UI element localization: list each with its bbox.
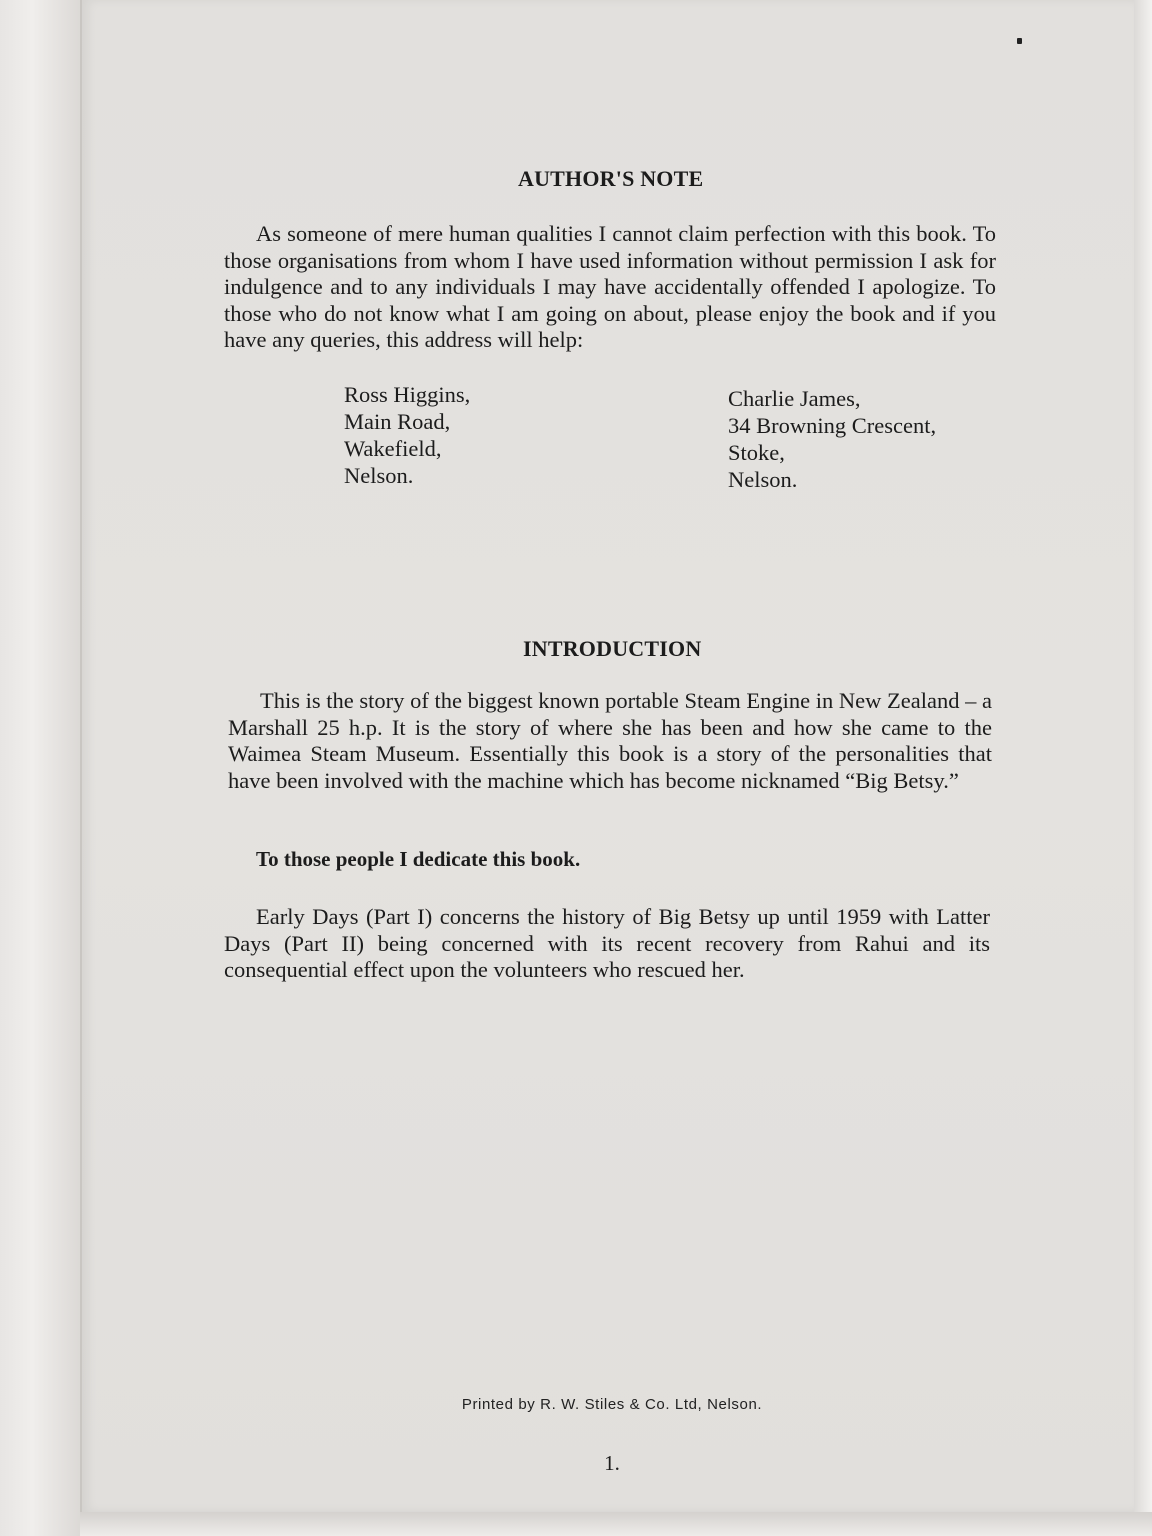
address-line: Charlie James, — [728, 386, 861, 411]
introduction-heading: INTRODUCTION — [523, 636, 702, 661]
page-number: 1. — [604, 1451, 620, 1475]
parts-paragraph: Early Days (Part I) concerns the history of Big Betsy up until 1959 with Latter Days (Part II) being concerned with its recent recovery from Rahui and its consequential effect upon the volunteers who rescued her. — [224, 904, 990, 982]
address-line: Stoke, — [728, 440, 785, 465]
ink-speck — [1017, 38, 1022, 44]
address-block-ross-higgins — [344, 381, 470, 489]
address-line: Ross Higgins, — [344, 382, 471, 407]
address-line: Main Road, — [344, 409, 451, 434]
dedication-line: To those people I dedicate this book. — [256, 847, 581, 871]
address-line: Wakefield, — [344, 436, 442, 461]
introduction-paragraph: This is the story of the biggest known portable Steam Engine in New Zealand – a Marshall 25 h.p. It is the story of where she has been and how she came to the Waimea Steam Museum. Essentially this book is a story of the personalities that have been involved with the machine which has become nicknamed “Big Betsy.” — [228, 688, 992, 793]
bottom-background-strip — [80, 1512, 1152, 1536]
authors-note-heading: AUTHOR'S NOTE — [518, 166, 704, 191]
address-line: Nelson. — [728, 467, 798, 492]
printer-credit-text: Printed by R. W. Stiles & Co. Ltd, Nelson. — [461, 1396, 763, 1413]
right-background-strip — [1132, 0, 1152, 1536]
previous-page-edge — [0, 0, 80, 1536]
address-block-charlie-james — [728, 385, 936, 493]
address-line: 34 Browning Crescent, — [728, 413, 937, 438]
authors-note-paragraph: As someone of mere human qualities I cannot claim perfection with this book. To those organisations from whom I have used information without permission I ask for indulgence and to any individuals I may have accidentally offended I apologize. To those who do not know what I am going on about, please enjoy the book and if you have any queries, this address will help: — [224, 221, 996, 352]
booklet-page — [80, 0, 1134, 1512]
address-line: Nelson. — [344, 463, 414, 488]
